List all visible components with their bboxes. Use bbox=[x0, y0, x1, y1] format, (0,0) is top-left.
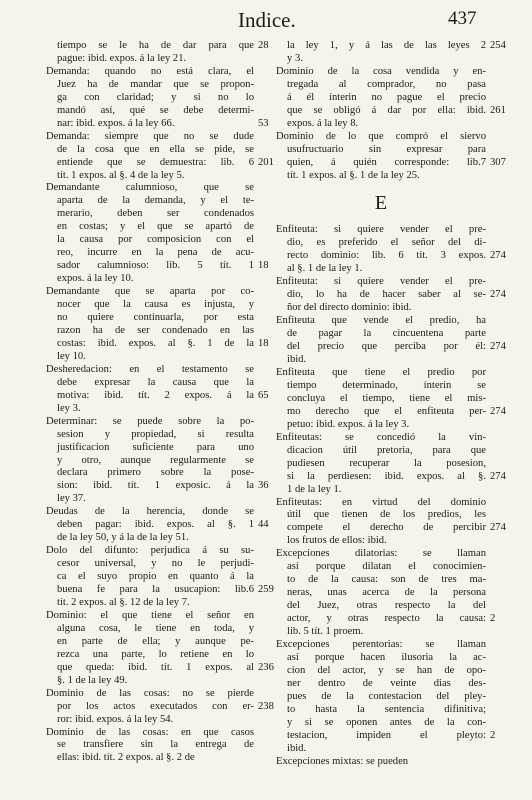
entry-line: dicacion útil pretoria, para que bbox=[287, 444, 486, 456]
index-entry bbox=[276, 315, 506, 367]
entry-line: por los actos executados con er- bbox=[57, 700, 254, 712]
entry-line: que se obligó á dar por ella: ibid. bbox=[287, 104, 486, 116]
page-reference: 274 bbox=[490, 341, 506, 353]
entry-line: Enfiteuta: si quiere vender el pre- bbox=[276, 276, 486, 288]
entry-line: expos. á la ley 10. bbox=[57, 273, 134, 285]
index-entry bbox=[276, 130, 506, 183]
page-number: 437 bbox=[448, 8, 477, 29]
entry-line: Excepciones mixtas: se pueden bbox=[276, 755, 409, 767]
entry-line: y otro, aunque regularmente se bbox=[57, 454, 254, 466]
page-reference: 2 bbox=[490, 613, 496, 625]
entry-line: mo derecho que el enfiteuta per- bbox=[287, 405, 486, 417]
entry-line: los frutos de ellos: ibid. bbox=[287, 535, 387, 547]
page-reference: 238 bbox=[258, 700, 274, 712]
entry-line: nar: ibid. expos. á la ley 66. bbox=[57, 117, 175, 129]
page-reference: 274 bbox=[490, 250, 506, 262]
entry-line: ibid. bbox=[287, 742, 307, 754]
entry-line: Desheredacion: en el testamento se bbox=[46, 363, 254, 375]
entry-line: tít. 1 expos. al §. 4 de la ley 5. bbox=[57, 169, 185, 181]
entry-line: ñor del directo dominio: ibid. bbox=[287, 302, 412, 314]
page-reference: 274 bbox=[490, 522, 506, 534]
page-reference: 36 bbox=[258, 480, 269, 492]
entry-line: que queda: ibid. tít. 1 expos. al bbox=[57, 661, 254, 673]
index-entry bbox=[46, 545, 274, 610]
index-entry bbox=[276, 40, 506, 66]
entry-line: de pagar la cincuentena parte bbox=[287, 328, 486, 340]
entry-line: recto dominio: lib. 6 tít. 3 expos. bbox=[287, 250, 486, 262]
entry-line: tiempo determinado, ínterin se bbox=[287, 379, 486, 391]
entry-line: ellas: ibid. tít. 2 expos. al §. 2 de bbox=[57, 752, 195, 764]
entry-line: al §. 1 de la ley 1. bbox=[287, 263, 363, 275]
entry-line: Excepciones dilatorias: se llaman bbox=[276, 548, 486, 560]
entry-line: testacion, impiden el pleyto: bbox=[287, 729, 486, 741]
entry-line: motiva: ibid. tít. 2 expos. á la bbox=[57, 389, 254, 401]
entry-line: compete el derecho de percibir bbox=[287, 522, 486, 534]
entry-line: reo, incurre en la pena de acu- bbox=[57, 247, 254, 259]
entry-line: útil que tienen de los predios, les bbox=[287, 509, 486, 521]
index-entry bbox=[46, 415, 269, 507]
index-entry bbox=[46, 609, 274, 688]
entry-line: cesor universal, y no le perjudi- bbox=[57, 558, 254, 570]
entry-line: petuo: ibid. expos. á la ley 3. bbox=[287, 418, 410, 430]
entry-line: Enfiteuta que vende el predio, ha bbox=[276, 315, 486, 327]
entry-line: tiempo se le ha de dar para que bbox=[57, 40, 254, 51]
entry-line: quien, á quién corresponde: lib.7 bbox=[287, 156, 486, 168]
entry-line: Dolo del difunto: perjudica á su su- bbox=[46, 545, 254, 557]
entry-line: costas: ibid. expos. al §. 1 de la bbox=[57, 337, 254, 349]
entry-line: pudiesen recuperar la posesion, bbox=[287, 457, 486, 469]
entry-line: Enfiteutas: en virtud del dominio bbox=[276, 496, 486, 508]
page-reference: 259 bbox=[258, 584, 274, 596]
entry-line: ley 10. bbox=[57, 350, 86, 362]
index-entry bbox=[46, 687, 274, 727]
page-reference: 274 bbox=[490, 405, 506, 417]
entry-line: merario, deben ser condenados bbox=[57, 208, 254, 220]
entry-line: Dominio de la cosa vendida y en- bbox=[276, 65, 486, 77]
entry-line: la ley 1, y á las de las leyes 2 bbox=[287, 40, 486, 51]
entry-line: pues de la contestacion del pley- bbox=[287, 690, 486, 702]
entry-line: á él ínterin no pague el precio bbox=[287, 91, 486, 103]
page-reference: 53 bbox=[258, 117, 269, 129]
entry-line: ca el suyo propio en quanto á la bbox=[57, 571, 254, 583]
page-reference: 18 bbox=[258, 337, 269, 349]
entry-line: debe expresar la causa que la bbox=[57, 376, 254, 388]
entry-line: neras, unas acerca de la persona bbox=[287, 587, 486, 599]
index-entry bbox=[46, 363, 269, 416]
index-entry bbox=[276, 548, 496, 639]
index-entry bbox=[276, 224, 506, 276]
entry-line: sador calumnioso: lib. 5 tít. 1 bbox=[57, 260, 254, 272]
index-entry bbox=[46, 65, 269, 131]
index-entry bbox=[276, 65, 506, 131]
entry-line: de la cosa que en ella se pide, se bbox=[57, 143, 254, 155]
page-reference: 307 bbox=[490, 156, 506, 168]
entry-line: lib. 5 tít. 1 proem. bbox=[287, 626, 364, 638]
entry-line: Dominio de lo que compró el siervo bbox=[276, 130, 486, 142]
entry-line: Dominio de las cosas: en que casos bbox=[46, 726, 254, 738]
entry-line: del Juez, otras respecto la del bbox=[287, 600, 486, 612]
entry-line: en parte de ella; y aunque pe- bbox=[57, 635, 254, 647]
index-entry bbox=[46, 727, 254, 766]
entry-line: nocer que la causa es injusta, y bbox=[57, 299, 254, 311]
entry-line: en costas; y el que se apartó de bbox=[57, 221, 254, 233]
entry-line: de la ley 50, y á la de la ley 51. bbox=[57, 532, 189, 544]
index-entry bbox=[276, 366, 506, 432]
entry-line: Juez ha de mandar que se propon- bbox=[57, 78, 254, 90]
entry-line: ibid. bbox=[287, 354, 307, 366]
page-reference: 28 bbox=[258, 40, 269, 51]
index-entry bbox=[276, 276, 506, 315]
entry-line: Determinar: se puede sobre la po- bbox=[46, 415, 254, 427]
entry-line: dio, es preferido el señor del di- bbox=[287, 237, 486, 249]
entry-line: la causa por composicion con el bbox=[57, 234, 254, 246]
entry-line: y 3. bbox=[287, 52, 303, 64]
page-reference: 236 bbox=[258, 661, 274, 673]
entry-line: entiende que se demuestra: lib. 6 bbox=[57, 156, 254, 168]
page-reference: 65 bbox=[258, 389, 269, 401]
page-reference: 18 bbox=[258, 260, 269, 272]
entry-line: buena fe para la usucapion: lib.6 bbox=[57, 584, 254, 596]
entry-line: deben pagar: ibid. expos. al §. 1 bbox=[57, 519, 254, 531]
entry-line: y si se oponen antes de la con- bbox=[287, 716, 486, 728]
entry-line: dio, lo ha de hacer saber al se- bbox=[287, 289, 486, 301]
left-column bbox=[46, 40, 274, 765]
entry-line: Demanda: siempre que no se dude bbox=[46, 130, 254, 142]
entry-line: así porque dilatan el conocimien- bbox=[287, 561, 486, 573]
entry-line: del precio que perciba por él: bbox=[287, 341, 486, 353]
entry-line: Dominio de las cosas: no se pierde bbox=[46, 687, 254, 699]
page-reference: 274 bbox=[490, 470, 506, 482]
entry-line: justificacion suficiente para uno bbox=[57, 441, 254, 453]
entry-line: to de la causa: son de tres ma- bbox=[287, 574, 486, 586]
entry-line: to hasta la sentencia difinitiva; bbox=[287, 703, 486, 715]
entry-line: se transfiere sin la entrega de bbox=[57, 739, 254, 751]
entry-line: Enfiteuta: si quiere vender el pre- bbox=[276, 224, 486, 236]
entry-line: rezca una parte, lo retiene en lo bbox=[57, 648, 254, 660]
index-entry bbox=[276, 496, 506, 549]
index-entry bbox=[276, 431, 506, 497]
page-reference: 254 bbox=[490, 40, 506, 51]
section-letter: E bbox=[374, 192, 388, 215]
entry-line: expos. á la ley 8. bbox=[287, 117, 359, 129]
entry-line: aparta de la demanda, y el te- bbox=[57, 195, 254, 207]
entry-line: sesion y propiedad, si resulta bbox=[57, 428, 254, 440]
entry-line: usufructuario sin expresar para bbox=[287, 143, 486, 155]
entry-line: declara primero sobre la pose- bbox=[57, 467, 254, 479]
entry-line: Demandante calumnioso, que se bbox=[46, 182, 254, 194]
index-entry bbox=[46, 286, 269, 364]
entry-line: razon ha de ser condenado en las bbox=[57, 324, 254, 336]
entry-line: Demandante que se aparta por co- bbox=[46, 286, 254, 298]
entry-line: mandó así, qué se debe determi- bbox=[57, 104, 254, 116]
entry-line: Enfiteutas: se concedió la vin- bbox=[276, 431, 486, 443]
page-reference: 261 bbox=[490, 104, 506, 116]
right-column bbox=[276, 40, 506, 769]
entry-line: Dominio: el que tiene el señor en bbox=[46, 609, 254, 621]
entry-line: ner dentro de veinte dias des- bbox=[287, 677, 486, 689]
entry-line: así porque hacen ilusoria la ac- bbox=[287, 651, 486, 663]
entry-line: ga con claridad; y si no lo bbox=[57, 91, 254, 103]
index-entry bbox=[46, 130, 274, 183]
entry-line: cion del actor, y se han de opo- bbox=[287, 664, 486, 676]
entry-line: sion: ibid. tít. 1 exposic. á la bbox=[57, 480, 254, 492]
page-reference: 274 bbox=[490, 289, 506, 301]
index-entry bbox=[46, 506, 269, 545]
entry-line: tít. 2 expos. al §. 12 de la ley 7. bbox=[57, 596, 190, 608]
entry-line: ror: ibid. expos. á la ley 54. bbox=[57, 713, 174, 725]
entry-line: concluya el tiempo, tiene el mis- bbox=[287, 392, 486, 404]
page-reference: 2 bbox=[490, 729, 496, 741]
entry-line: si la perdiesen: ibid. expos. al §. bbox=[287, 470, 486, 482]
page-reference: 201 bbox=[258, 156, 274, 168]
index-entry bbox=[46, 40, 269, 66]
entry-line: ley 3. bbox=[57, 402, 81, 414]
index-entry bbox=[276, 756, 486, 769]
entry-line: §. 1 de la ley 49. bbox=[57, 674, 128, 686]
page-reference: 44 bbox=[258, 519, 269, 531]
entry-line: actor, y otras respecto la causa: bbox=[287, 613, 486, 625]
page-header bbox=[0, 8, 532, 36]
entry-line: ley 37. bbox=[57, 493, 86, 505]
entry-line: 1 de la ley 1. bbox=[287, 483, 342, 495]
index-entry bbox=[276, 638, 496, 756]
entry-line: Deudas de la herencia, donde se bbox=[46, 506, 254, 518]
entry-line: alguna cosa, le tiene en toda, y bbox=[57, 622, 254, 634]
entry-line: Enfiteuta que tiene el predio por bbox=[276, 366, 486, 378]
entry-line: pague: ibid. expos. á la ley 21. bbox=[57, 52, 187, 64]
entry-line: Excepciones perentorias: se llaman bbox=[276, 638, 486, 650]
entry-line: no quiere continuarla, por esta bbox=[57, 312, 254, 324]
entry-line: Demanda: quando no está clara, el bbox=[46, 65, 254, 77]
entry-line: tít. 1 expos. al §. 1 de la ley 25. bbox=[287, 169, 420, 181]
running-title: Indice. bbox=[238, 8, 296, 32]
entry-line: tregada al comprador, no pasa bbox=[287, 78, 486, 90]
index-entry bbox=[46, 182, 269, 286]
